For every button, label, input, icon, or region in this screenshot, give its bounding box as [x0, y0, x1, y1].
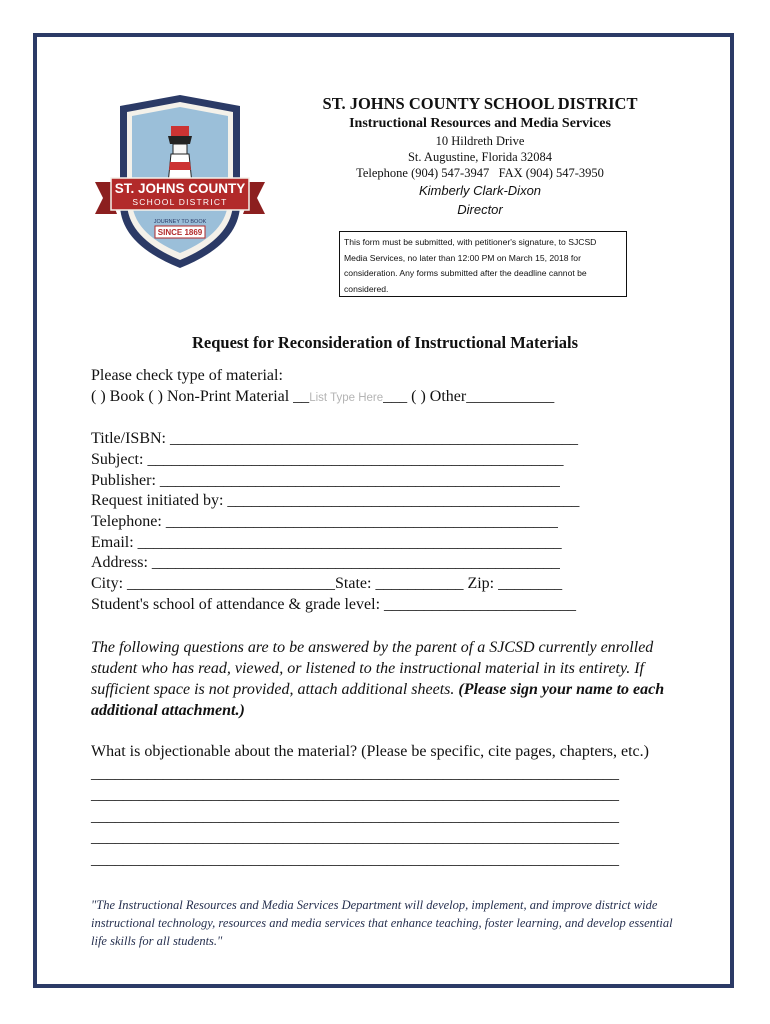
objection-question: What is objectionable about the material? (Please be specific, cite pages, chapters, etc.)	[91, 743, 649, 760]
director-name: Kimberly Clark-Dixon	[418, 183, 542, 198]
instructions-text: The following questions are to be answered by the parent of a SJCSD currently enrolled student who has read, viewed, or listened to the instructional material in its entirety. If sufficient space is not provided, attach additional sheets.	[91, 639, 654, 698]
material-options-a: ( ) Book ( ) Non-Print Material __	[91, 388, 310, 405]
material-type-input[interactable]: List Type Here	[309, 392, 384, 404]
material-prompt: Please check type of material:	[91, 367, 283, 384]
logo-since-text: SINCE 1869	[157, 228, 203, 237]
email-field[interactable]: Email: _____________________________________________________	[91, 534, 562, 551]
answer-line[interactable]: __________________________________________________________________	[91, 829, 619, 846]
logo-name-text: ST. JOHNS COUNTY	[114, 181, 246, 196]
school-district-logo	[89, 92, 271, 272]
material-type-row[interactable]	[91, 387, 554, 409]
director-title: Director	[457, 202, 503, 217]
department-name: Instructional Resources and Media Services	[349, 116, 611, 131]
material-options-b: ___ ( ) Other___________	[383, 388, 555, 405]
letterhead	[300, 94, 660, 219]
answer-line[interactable]: __________________________________________________________________	[91, 786, 619, 803]
telephone-field[interactable]: Telephone: _________________________________________________	[91, 513, 558, 530]
address-street: 10 Hildreth Drive	[435, 134, 525, 148]
answer-line[interactable]: __________________________________________________________________	[91, 850, 619, 868]
requester-field[interactable]: Request initiated by: ____________________________________________	[91, 492, 580, 509]
address-city: St. Augustine, Florida 32084	[407, 150, 553, 164]
submission-notice: This form must be submitted, with petitioner's signature, to SJCSD Media Services, no later than 12:00 PM on March 15, 2018 for consideration. Any forms submitted after the deadline cannot be considered.	[339, 231, 627, 297]
objection-question-block	[91, 741, 691, 870]
instructions-bold-text: (Please sign your name to each additional attachment.)	[91, 681, 665, 719]
form-title: Request for Reconsideration of Instructional Materials	[191, 333, 579, 352]
instructions-paragraph	[91, 637, 691, 721]
address-field[interactable]: Address: ___________________________________________________	[91, 554, 560, 571]
district-name: ST. JOHNS COUNTY SCHOOL DISTRICT	[322, 94, 638, 113]
logo-subname-text: SCHOOL DISTRICT	[132, 197, 228, 207]
title-isbn-field[interactable]: Title/ISBN: ___________________________________________________	[91, 430, 578, 447]
answer-line[interactable]: __________________________________________________________________	[91, 807, 619, 825]
mission-statement: "The Instructional Resources and Media Services Department will develop, implement, and improve district wide instructional technology, resources and media services that enhance teaching, foster learning, and develop essential life skills for all students."	[91, 898, 673, 948]
logo-motto-text: JOURNEY TO BOOK	[153, 219, 207, 225]
school-grade-field[interactable]: Student's school of attendance & grade level: ________________________	[91, 596, 577, 613]
city-state-zip-field[interactable]: City: __________________________State: ___________ Zip: ________	[91, 575, 563, 592]
phone-fax: Telephone (904) 547-3947 FAX (904) 547-3950	[356, 166, 604, 180]
subject-field[interactable]: Subject: ____________________________________________________	[91, 451, 564, 468]
answer-line[interactable]: __________________________________________________________________	[91, 764, 619, 782]
publisher-field[interactable]: Publisher: __________________________________________________	[91, 472, 560, 489]
